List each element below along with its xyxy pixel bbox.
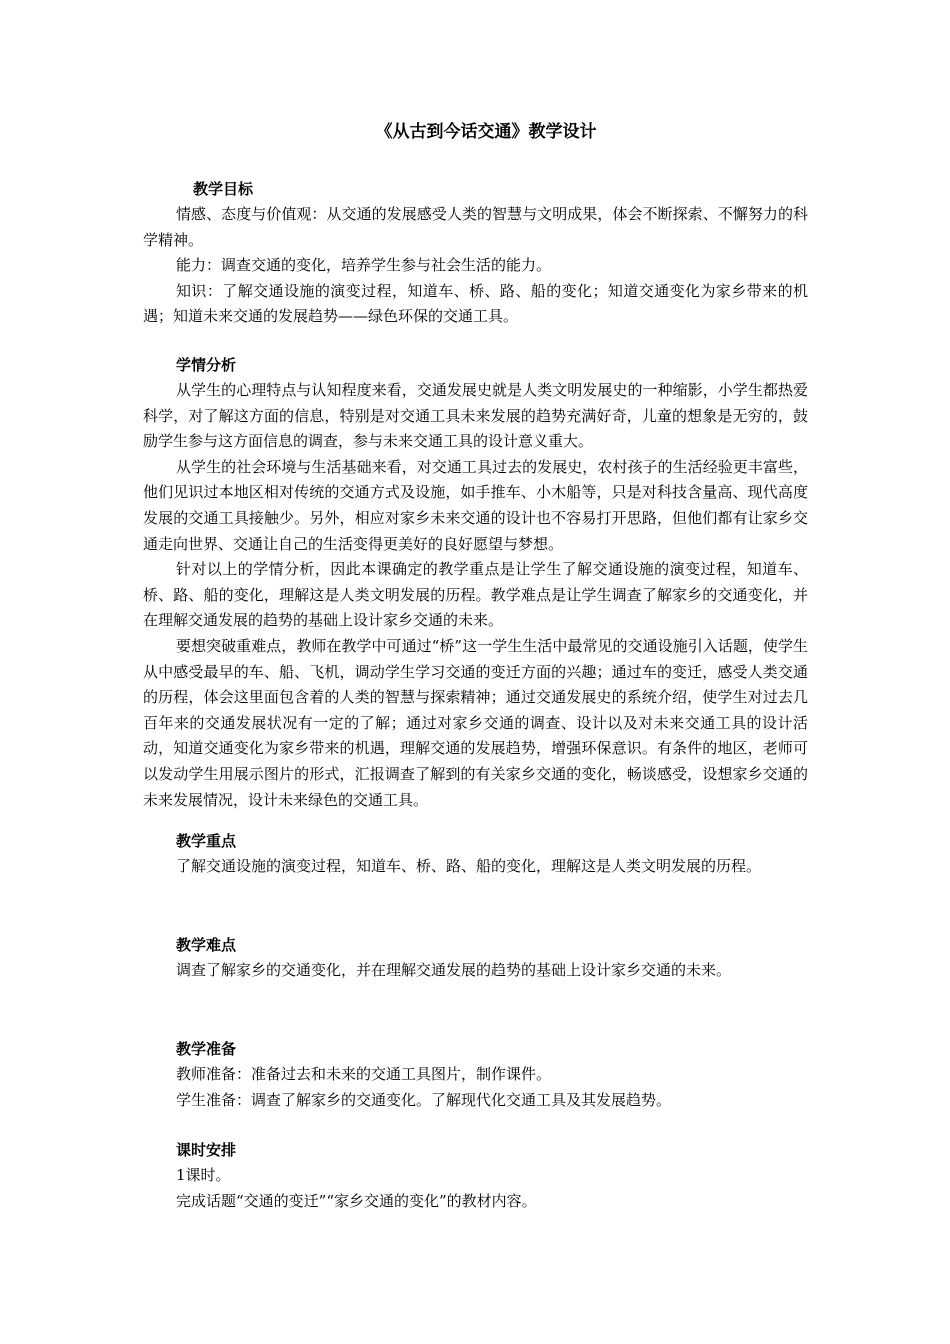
paragraph: 针对以上的学情分析，因此本课确定的教学重点是让学生了解交通设施的演变过程，知道车、桥、路、船的变化，理解这是人类文明发展的历程。教学难点是让学生调查了解家乡的交通变化，并在理解交通发展的趋势的基础上设计家乡交通的未来。 (143, 560, 808, 630)
paragraph: 调查了解家乡的交通变化，并在理解交通发展的趋势的基础上设计家乡交通的未来。 (176, 961, 732, 979)
paragraph: 能力：调查交通的变化，培养学生参与社会生活的能力。 (176, 256, 552, 275)
section-teaching-goals (143, 177, 808, 330)
document-title: 《从古到今话交通》教学设计 (375, 122, 597, 142)
section-schedule (143, 1138, 808, 1214)
section-difficulties (143, 933, 808, 984)
section-heading: 教学目标 (193, 180, 254, 198)
paragraph: 从学生的社会环境与生活基础来看，对交通工具过去的发展史，农村孩子的生活经验更丰富些，他们见识过本地区相对传统的交通方式及设施，如手推车、小木船等，只是对科技含量高、现代高度发展的交通工具接触少。另外，相应对家乡未来交通的设计也不容易打开思路，但他们都有让家乡交通走向世界、交通让自己的生活变得更美好的良好愿望与梦想。 (143, 457, 808, 553)
section-heading: 课时安排 (176, 1141, 237, 1159)
paragraph: 学生准备：调查了解家乡的交通变化。了解现代化交通工具及其发展趋势。 (176, 1090, 672, 1109)
section-heading: 教学准备 (176, 1040, 237, 1058)
paragraph: 要想突破重难点，教师在教学中可通过“桥”这一学生生活中最常见的交通设施引入话题，使学生从中感受最早的车、船、飞机，调动学生学习交通的变迁方面的兴趣；通过车的变迁，感受人类交通的历程，体会这里面包含着的人类的智慧与探索精神；通过交通发展史的系统介绍，使学生对过去几百年来的交通发展状况有一定的了解；通过对家乡交通的调查、设计以及对未来交通工具的设计活动，知道交通变化为家乡带来的机遇，理解交通的发展趋势，增强环保意识。有条件的地区，老师可以发动学生用展示图片的形式，汇报调查了解到的有关家乡交通的变化，畅谈感受，设想家乡交通的未来发展情况，设计未来绿色的交通工具。 (143, 636, 808, 809)
paragraph: 知识：了解交通设施的演变过程，知道车、桥、路、船的变化；知道交通变化为家乡带来的机遇；知道未来交通的发展趋势——绿色环保的交通工具。 (143, 281, 808, 326)
section-preparation (143, 1037, 808, 1113)
section-heading: 教学难点 (176, 936, 237, 954)
section-key-points (143, 829, 808, 880)
paragraph: 1课时。 (176, 1166, 231, 1184)
section-student-analysis (143, 353, 808, 813)
section-heading: 教学重点 (176, 832, 237, 850)
section-heading: 学情分析 (176, 356, 237, 374)
paragraph: 情感、态度与价值观：从交通的发展感受人类的智慧与文明成果，体会不断探索、不懈努力的科学精神。 (143, 205, 808, 249)
paragraph: 从学生的心理特点与认知程度来看，交通发展史就是人类文明发展史的一种缩影，小学生都热爱科学，对了解这方面的信息，特别是对交通工具未来发展的趋势充满好奇，儿童的想象是无穷的，鼓励学生参与这方面信息的调查，参与未来交通工具的设计意义重大。 (143, 381, 808, 451)
paragraph: 完成话题“交通的变迁”“家乡交通的变化”的教材内容。 (176, 1191, 537, 1210)
paragraph: 了解交通设施的演变过程，知道车、桥、路、船的变化，理解这是人类文明发展的历程。 (176, 857, 762, 875)
paragraph: 教师准备：准备过去和未来的交通工具图片，制作课件。 (176, 1065, 552, 1083)
